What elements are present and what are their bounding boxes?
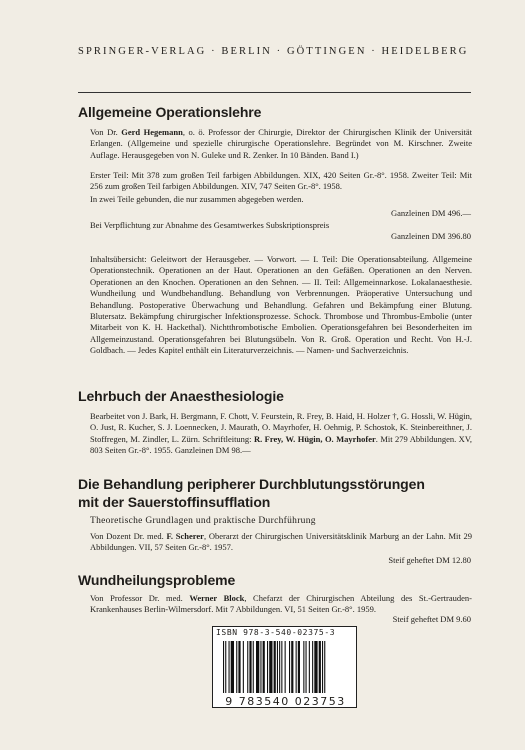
subscription-note: Bei Verpflichtung zur Abnahme des Gesamtwerkes Subskriptionspreis: [90, 220, 330, 230]
book-description: Von Dozent Dr. med. F. Scherer, Oberarzt der Chirurgischen Universitätsklinik Marburg an der Lahn. Mit 29 Abbildungen. VII, 57 Seiten Gr.-8°. 1957.: [90, 531, 472, 553]
barcode-bar: [314, 641, 317, 693]
barcode-bar: [263, 641, 265, 693]
barcode-bar: [291, 641, 293, 693]
barcode-bar: [253, 641, 254, 693]
publisher-line: SPRINGER-VERLAG · BERLIN · GÖTTINGEN · HEIDELBERG: [78, 46, 469, 57]
barcode-bar: [274, 641, 276, 693]
barcode-bar: [243, 641, 244, 693]
barcode-bar: [279, 641, 280, 693]
barcode-bar: [277, 641, 278, 693]
barcode-bar: [260, 641, 261, 693]
barcode-bar: [306, 641, 307, 693]
barcode-bar: [324, 641, 325, 693]
book-title-wundheilung: Wundheilungsprobleme: [78, 572, 236, 588]
author-name: Gerd Hegemann: [121, 127, 183, 137]
book-subtitle: Theoretische Grundlagen und praktische Durchführung: [90, 516, 316, 526]
barcode-bar: [238, 641, 240, 693]
isbn-barcode: [212, 626, 357, 708]
book-title-durchblutung: Die Behandlung peripherer Durchblutungsstörungen: [78, 476, 425, 492]
barcode-bar: [298, 641, 300, 693]
book-description: Von Dr. Gerd Hegemann, o. ö. Professor der Chirurgie, Direktor der Chirurgischen Klinik der Universität Erlangen. (Allgemeine und spezielle chirurgische Operationslehre. Begründet von M. Kirschner. Zweite Auflage. Herausgegeben von N. Guleke und R. Zenker. In 10 Bänden. Band I.): [90, 127, 473, 160]
author-name: F. Scherer: [166, 531, 204, 541]
barcode-bar: [303, 641, 304, 693]
book-title-durchblutung-line2: mit der Sauerstoffinsufflation: [78, 494, 271, 510]
barcode-bar: [289, 641, 290, 693]
book-binding-note: In zwei Teile gebunden, die nur zusammen abgegeben werden.: [90, 194, 304, 204]
book-parts: Erster Teil: Mit 378 zum großen Teil farbigen Abbildungen. XIX, 420 Seiten Gr.-8°. 1958. Zweiter Teil: Mit 256 zum großen Teil farbigen Abbildungen. XIV, 747 Seiten Gr.-8°. 1958.: [90, 170, 472, 192]
table-of-contents: Inhaltsübersicht: Geleitwort der Herausgeber. — Vorwort. — I. Teil: Die Operationsabteilung. Allgemeine Operationstechnik. Operationen an der Haut. Operationen an den Gefäßen. Operationen an den Nerven. Operationen an den Knochen. Operationen an den Sehnen. — II. Teil: Allgemeinnarkose. Lokalanaesthesie. Wundheilung und Wundbehandlung. Behandlung von Verbrennungen. Präoperative Untersuchung und Behandlung. Postoperative Überwachung und Behandlung. Gefahren und Bekämpfung einer Blutung. Blutersatz. Bekämpfung chirurgischer Infektionsprozesse. Schock. Thrombose und Thrombus-Embolie (unter Mitarbeit von K. H. Hackethal). Nichtthrombotische Embolien. Operationsgefahren bei Besonderheiten im Allgemeinzustand. Operationsgefahren bei Blutungsübeln. Von R. Groß. Operation und Recht. Von H.-J. Goldbach. — Jedes Kapitel enthält ein Literaturverzeichnis. — Namen- und Sachverzeichnis.: [90, 254, 472, 356]
book-title-operationslehre: Allgemeine Operationslehre: [78, 104, 262, 120]
barcode-bar: [249, 641, 251, 693]
barcode-bar: [269, 641, 272, 693]
barcode-bar: [236, 641, 237, 693]
barcode-bar: [231, 641, 234, 693]
subscription-price: Ganzleinen DM 396.80: [390, 231, 471, 241]
price: Steif geheftet DM 9.60: [392, 614, 471, 624]
barcode-bar: [256, 641, 259, 693]
barcode-bar: [223, 641, 224, 693]
book-title-anaesthesiologie: Lehrbuch der Anaesthesiologie: [78, 388, 284, 404]
barcode-bar: [322, 641, 323, 693]
barcode-bar: [229, 641, 230, 693]
barcode-bar: [281, 641, 282, 693]
barcode-digits: 9 783540 023753: [225, 695, 346, 708]
barcode-bar: [267, 641, 268, 693]
barcode-bar: [225, 641, 226, 693]
author-name: Werner Block: [189, 593, 245, 603]
price: Steif geheftet DM 12.80: [388, 555, 471, 565]
isbn-number: ISBN 978-3-540-02375-3: [216, 628, 336, 637]
book-description: Von Professor Dr. med. Werner Block, Chefarzt der Chirurgischen Abteilung des St.-Gertrauden-Krankenhauses Berlin-Wilmersdorf. Mit 7 Abbildungen. VI, 51 Seiten Gr.-8°. 1959.: [90, 593, 472, 615]
barcode-bar: [285, 641, 286, 693]
barcode-bar: [312, 641, 313, 693]
price: Ganzleinen DM 496.—: [390, 208, 471, 218]
editor-names: R. Frey, W. Hügin, O. Mayrhofer: [253, 433, 376, 444]
barcode-bar: [296, 641, 297, 693]
barcode-bar: [309, 641, 310, 693]
barcode-bars: [221, 641, 351, 693]
barcode-bar: [247, 641, 248, 693]
book-description: Bearbeitet von J. Bark, H. Bergmann, F. Chott, V. Feurstein, R. Frey, B. Haid, H. Holzer †, G. Hossli, W. Hügin, O. Just, R. Kucher, S. J. Loennecken, J. Maurath, O. Mayrhofer, H. Oehmig, P. Schostok, K. Steinbereithner, J. Stoffregen, M. Zindler, L. Zürn. Schriftleitung: R. Frey, W. Hügin, O. Mayrhofer. Mit 279 Abbildungen. XV, 803 Seiten Gr.-8°. 1955. Ganzleinen DM 98.—: [90, 411, 472, 456]
divider: [78, 92, 471, 93]
barcode-bar: [319, 641, 321, 693]
